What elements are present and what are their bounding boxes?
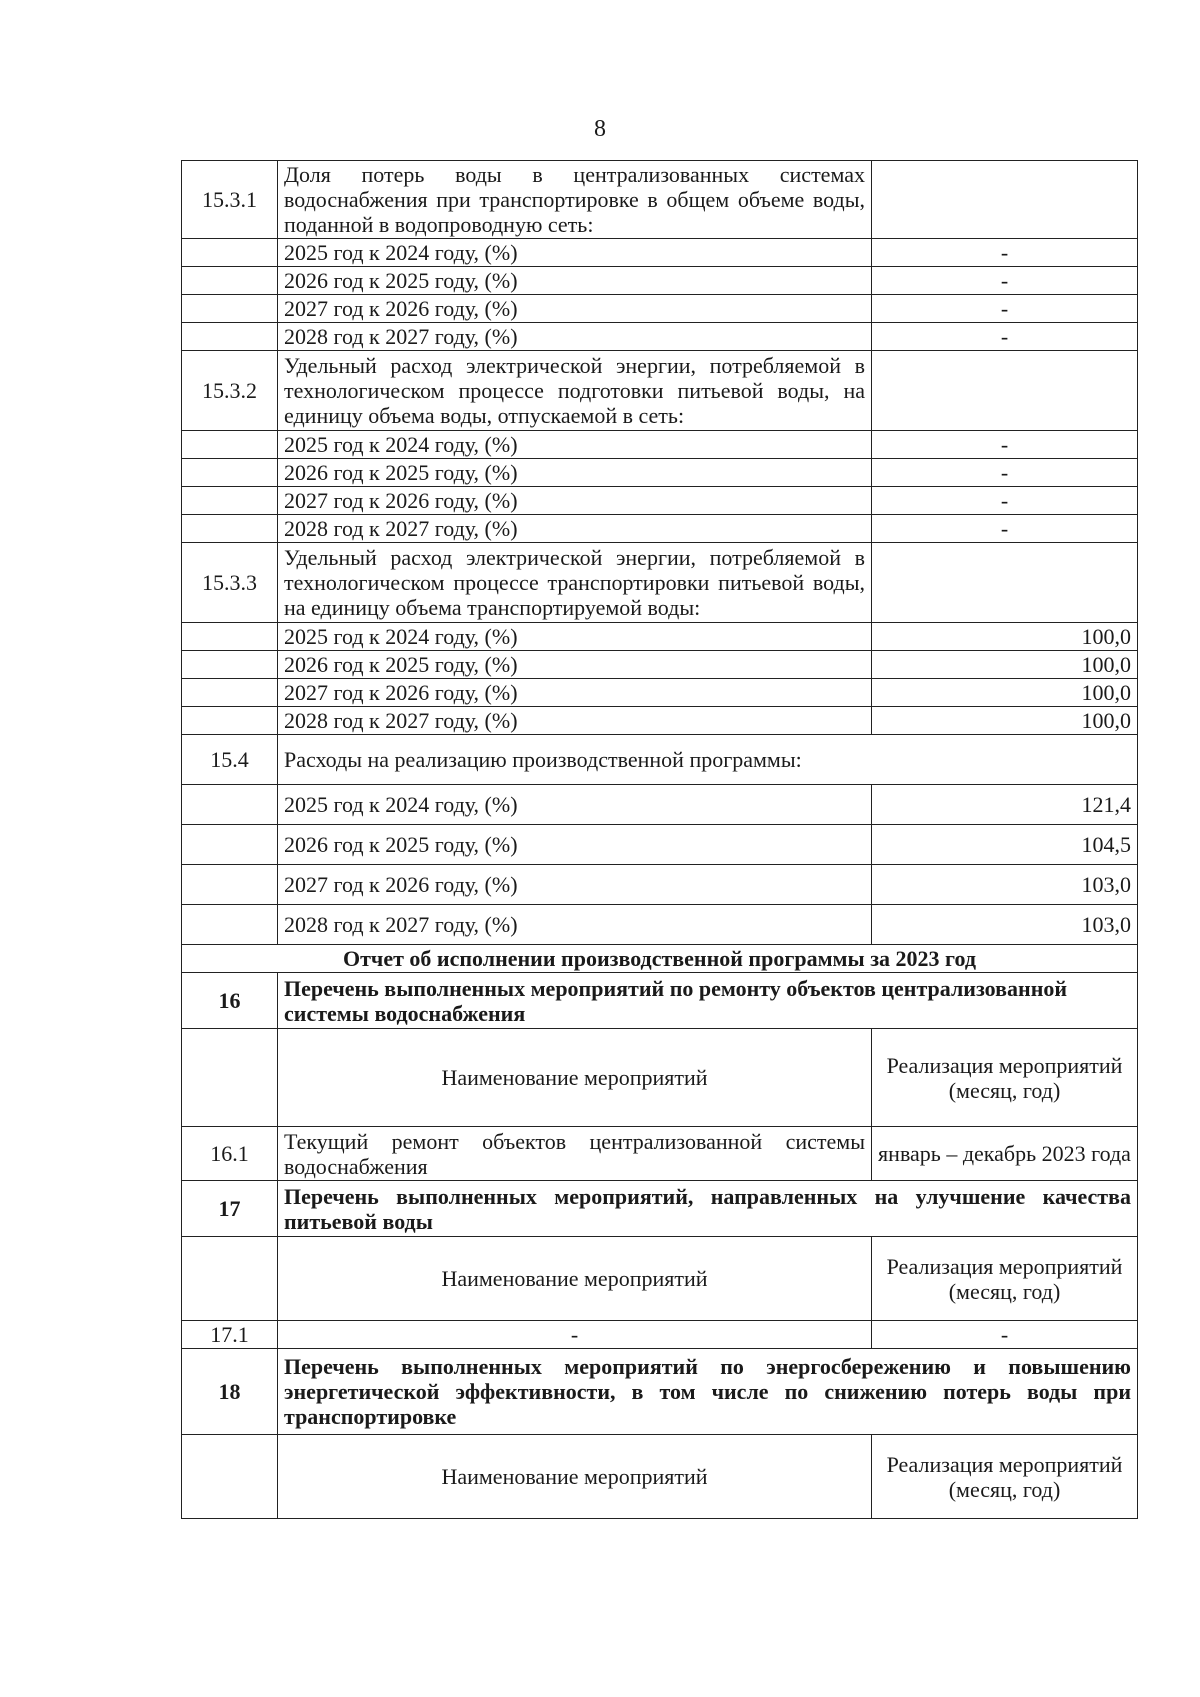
year-label: 2026 год к 2025 году, (%) (278, 825, 872, 865)
value-cell: 104,5 (872, 825, 1138, 865)
column-header-name: Наименование мероприятий (278, 1237, 872, 1321)
value-cell: 100,0 (872, 707, 1138, 735)
table-row (182, 323, 1138, 351)
table-row (182, 1181, 1138, 1237)
indicator-text: Доля потерь воды в централизованных системах водоснабжения при транспортировке в общем объеме воды, поданной в водопроводную сеть: (278, 161, 872, 239)
page-number: 8 (594, 116, 606, 142)
table-row (182, 623, 1138, 651)
value-cell: 103,0 (872, 905, 1138, 945)
year-label: 2028 год к 2027 году, (%) (278, 515, 872, 543)
table-row (182, 295, 1138, 323)
year-label: 2028 год к 2027 году, (%) (278, 905, 872, 945)
year-label: 2025 год к 2024 году, (%) (278, 785, 872, 825)
table-row (182, 351, 1138, 431)
table-row (182, 267, 1138, 295)
table-row (182, 905, 1138, 945)
table-row (182, 785, 1138, 825)
activity-date: январь – декабрь 2023 года (872, 1127, 1138, 1181)
value-cell: - (872, 515, 1138, 543)
year-label: 2026 год к 2025 году, (%) (278, 459, 872, 487)
column-header-implementation: Реализация мероприятий (месяц, год) (872, 1237, 1138, 1321)
year-label: 2027 год к 2026 году, (%) (278, 865, 872, 905)
table-row (182, 1237, 1138, 1321)
value-cell: 100,0 (872, 623, 1138, 651)
year-label: 2027 год к 2026 году, (%) (278, 487, 872, 515)
value-cell: - (872, 487, 1138, 515)
table-row (182, 1127, 1138, 1181)
value-cell: - (872, 431, 1138, 459)
year-label: 2025 год к 2024 году, (%) (278, 623, 872, 651)
table-row (182, 1435, 1138, 1519)
table-row (182, 735, 1138, 785)
report-title: Отчет об исполнении производственной программы за 2023 год (182, 945, 1138, 973)
section-number: 17 (182, 1181, 278, 1237)
table-row (182, 431, 1138, 459)
row-number: 15.3.3 (182, 543, 278, 623)
section-title: Перечень выполненных мероприятий, направленных на улучшение качества питьевой воды (278, 1181, 1138, 1237)
table-row (182, 679, 1138, 707)
indicators-table (181, 160, 1138, 1519)
table-row (182, 945, 1138, 973)
row-number: 16.1 (182, 1127, 278, 1181)
value-cell: - (872, 295, 1138, 323)
table-row (182, 543, 1138, 623)
value-cell: 121,4 (872, 785, 1138, 825)
activity-name: Текущий ремонт объектов централизованной системы водоснабжения (278, 1127, 872, 1181)
indicator-text: Расходы на реализацию производственной программы: (278, 735, 1138, 785)
table-row (182, 825, 1138, 865)
row-number: 17.1 (182, 1321, 278, 1349)
row-number: 15.4 (182, 735, 278, 785)
section-number: 18 (182, 1349, 278, 1435)
table-row (182, 487, 1138, 515)
year-label: 2026 год к 2025 году, (%) (278, 651, 872, 679)
table-row (182, 1029, 1138, 1127)
table-row (182, 1321, 1138, 1349)
value-cell: - (872, 459, 1138, 487)
column-header-implementation: Реализация мероприятий (месяц, год) (872, 1029, 1138, 1127)
year-label: 2025 год к 2024 году, (%) (278, 431, 872, 459)
table-row (182, 651, 1138, 679)
column-header-name: Наименование мероприятий (278, 1029, 872, 1127)
table-row (182, 459, 1138, 487)
value-cell: 100,0 (872, 679, 1138, 707)
year-label: 2028 год к 2027 году, (%) (278, 707, 872, 735)
table-row (182, 707, 1138, 735)
table-row (182, 515, 1138, 543)
value-cell: - (872, 323, 1138, 351)
value-cell: 100,0 (872, 651, 1138, 679)
table-row (182, 161, 1138, 239)
value-cell: 103,0 (872, 865, 1138, 905)
year-label: 2027 год к 2026 году, (%) (278, 679, 872, 707)
activity-date: - (872, 1321, 1138, 1349)
table-row (182, 973, 1138, 1029)
row-number: 15.3.1 (182, 161, 278, 239)
section-title: Перечень выполненных мероприятий по энергосбережению и повышению энергетической эффективности, в том числе по снижению потерь воды при транспортировке (278, 1349, 1138, 1435)
year-label: 2027 год к 2026 году, (%) (278, 295, 872, 323)
value-cell: - (872, 239, 1138, 267)
activity-name: - (278, 1321, 872, 1349)
table-row (182, 239, 1138, 267)
table-row (182, 865, 1138, 905)
year-label: 2028 год к 2027 году, (%) (278, 323, 872, 351)
table-row (182, 1349, 1138, 1435)
column-header-name: Наименование мероприятий (278, 1435, 872, 1519)
indicator-text: Удельный расход электрической энергии, потребляемой в технологическом процессе транспортировки питьевой воды, на единицу объема транспортируемой воды: (278, 543, 872, 623)
row-number: 15.3.2 (182, 351, 278, 431)
section-number: 16 (182, 973, 278, 1029)
column-header-implementation: Реализация мероприятий (месяц, год) (872, 1435, 1138, 1519)
section-title: Перечень выполненных мероприятий по ремонту объектов централизованной системы водоснабжения (278, 973, 1138, 1029)
value-cell: - (872, 267, 1138, 295)
year-label: 2026 год к 2025 году, (%) (278, 267, 872, 295)
year-label: 2025 год к 2024 году, (%) (278, 239, 872, 267)
indicator-text: Удельный расход электрической энергии, потребляемой в технологическом процессе подготовки питьевой воды, на единицу объема воды, отпускаемой в сеть: (278, 351, 872, 431)
